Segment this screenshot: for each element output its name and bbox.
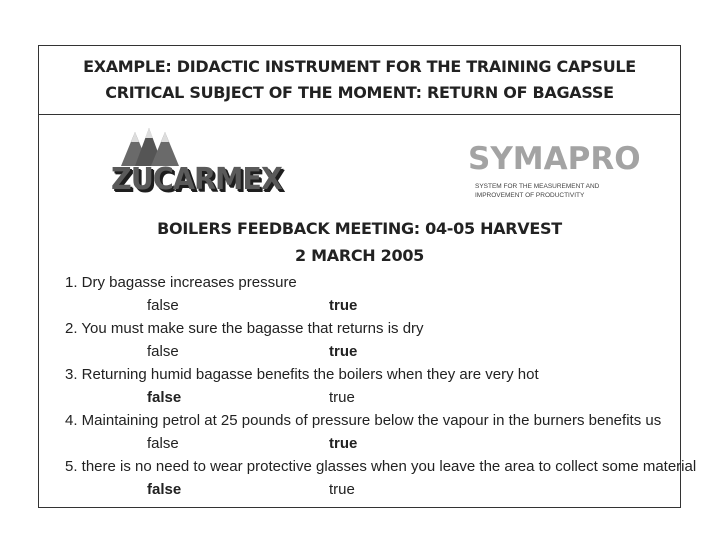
q1-false-option: false (147, 297, 179, 314)
q2-true-option: true (329, 343, 358, 360)
document-frame (38, 45, 697, 508)
header-line-1: EXAMPLE: DIDACTIC INSTRUMENT FOR THE TRAINING CAPSULE (83, 57, 636, 76)
question-3: 3. Returning humid bagasse benefits the boilers when they are very hot (65, 366, 539, 383)
q3-true-option: true (329, 389, 355, 406)
header-line-2: CRITICAL SUBJECT OF THE MOMENT: RETURN OF BAGASSE (105, 83, 614, 102)
question-2: 2. You must make sure the bagasse that returns is dry (65, 320, 424, 337)
symapro-wordmark: SYMAPRO (468, 141, 641, 177)
question-1: 1. Dry bagasse increases pressure (65, 274, 297, 291)
question-4: 4. Maintaining petrol at 25 pounds of pressure below the vapour in the burners benefits us (65, 412, 662, 429)
question-5: 5. there is no need to wear protective glasses when you leave the area to collect some material (65, 458, 697, 475)
mountains-icon (121, 126, 191, 166)
q4-false-option: false (147, 435, 179, 452)
zucarmex-logo (111, 126, 296, 201)
header-box (39, 46, 680, 115)
meeting-date: 2 MARCH 2005 (295, 246, 424, 265)
q2-false-option: false (147, 343, 179, 360)
q1-true-option: true (329, 297, 358, 314)
zucarmex-wordmark: ZUCARMEX (111, 162, 282, 197)
q4-true-option: true (329, 435, 358, 452)
q3-false-option: false (147, 389, 182, 406)
q5-true-option: true (329, 481, 355, 498)
symapro-subtitle: SYSTEM FOR THE MEASUREMENT AND IMPROVEMENT OF PRODUCTIVITY (475, 183, 600, 199)
meeting-title: BOILERS FEEDBACK MEETING: 04-05 HARVEST (157, 219, 562, 238)
q5-false-option: false (147, 481, 182, 498)
